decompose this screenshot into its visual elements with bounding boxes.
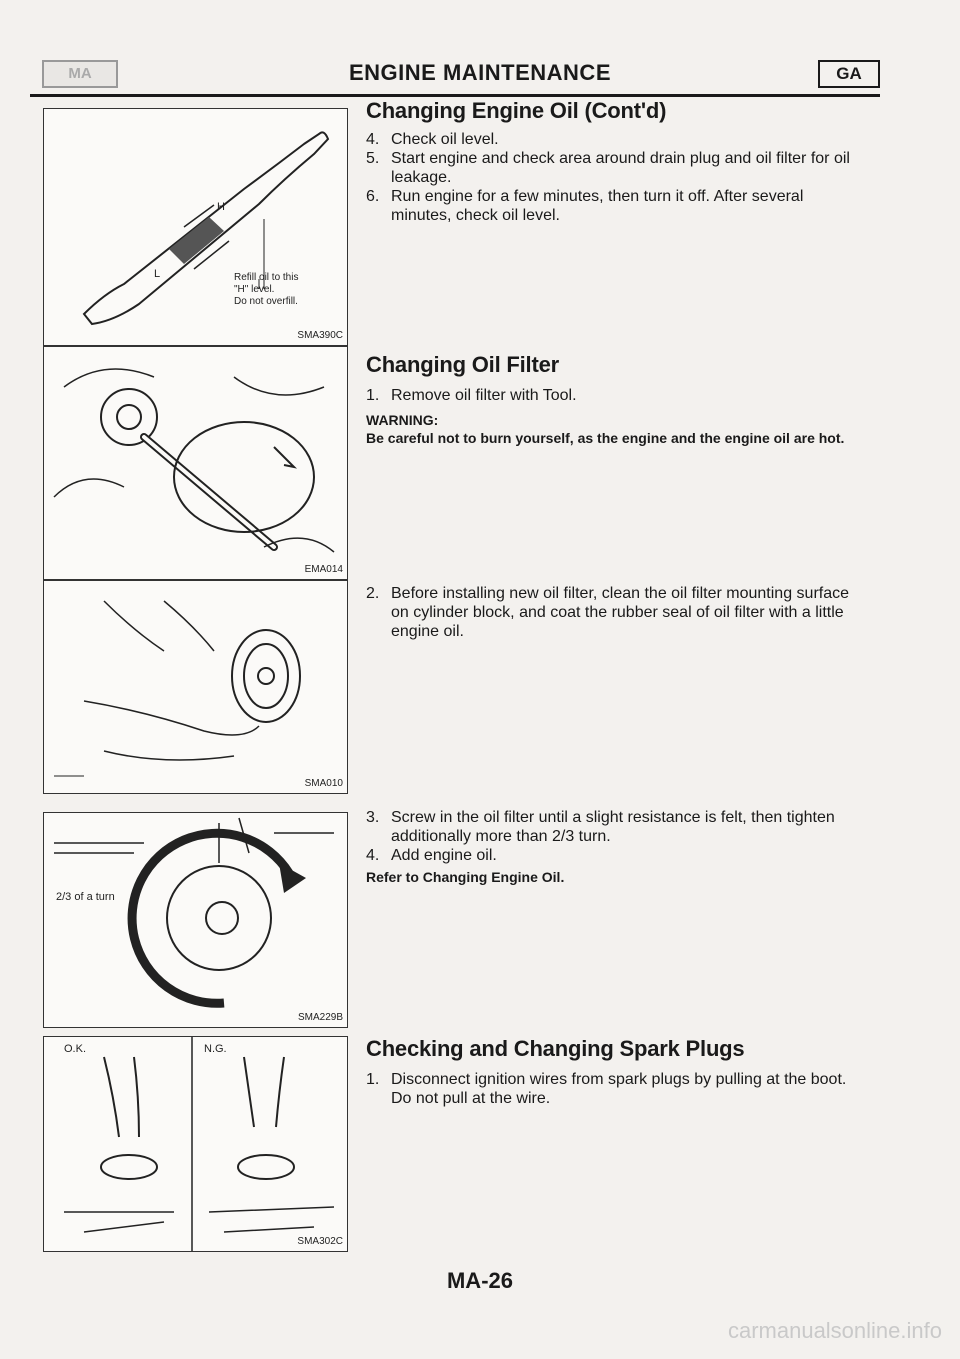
figure-note: Refill oil to this "H" level. Do not overfill. <box>234 272 299 307</box>
step-item: 2. Before installing new oil filter, clean the oil filter mounting surface on cylinder block, and coat the rubber seal of oil filter with a little engine oil. <box>366 585 850 640</box>
step-item: 1. Disconnect ignition wires from spark plugs by pulling at the boot. Do not pull at the wire. <box>366 1071 847 1107</box>
section-tighten-filter <box>366 808 866 885</box>
spark-plug-illustration <box>44 1037 347 1251</box>
svg-text:L: L <box>154 268 161 280</box>
step-item: 1. Remove oil filter with Tool. <box>366 387 577 404</box>
figure-code: SMA010 <box>304 778 343 789</box>
refer-note: Refer to Changing Engine Oil. <box>366 869 565 885</box>
step-item: 6. Run engine for a few minutes, then turn it off. After several minutes, check oil level. <box>366 188 804 224</box>
watermark: carmanualsonline.info <box>727 1318 942 1343</box>
turn-label: 2/3 of a turn <box>56 891 115 903</box>
section-spark-plugs <box>366 1036 866 1108</box>
section-tab-right: GA <box>818 60 880 88</box>
section-install-filter <box>366 584 866 641</box>
section-heading: Changing Oil Filter <box>366 352 559 377</box>
ng-label: N.G. <box>204 1043 227 1055</box>
section-changing-engine-oil <box>366 98 866 225</box>
filter-wrench-illustration <box>44 347 347 579</box>
step-item: 4. Check oil level. <box>366 131 499 148</box>
page-header-title: ENGINE MAINTENANCE <box>348 60 611 85</box>
section-tab-left: MA <box>42 60 118 88</box>
ok-label: O.K. <box>64 1043 87 1055</box>
filter-seal-illustration <box>44 581 347 793</box>
svg-text:H: H <box>217 201 225 213</box>
figure-code: EMA014 <box>304 564 343 575</box>
step-item: 4. Add engine oil. <box>366 847 497 864</box>
figure-filter-removal <box>43 346 348 580</box>
warning-label: WARNING: <box>366 412 439 428</box>
figure-dipstick <box>43 108 348 346</box>
step-item: 3. Screw in the oil filter until a slight resistance is felt, then tighten additionally more than 2/3 turn. <box>366 809 835 845</box>
step-item: 5. Start engine and check area around drain plug and oil filter for oil leakage. <box>366 150 850 186</box>
warning-text: Be careful not to burn yourself, as the engine and the engine oil are hot. <box>366 430 845 446</box>
turn-diagram-illustration <box>44 813 347 1027</box>
section-heading: Changing Engine Oil (Cont'd) <box>366 98 667 123</box>
figure-code: SMA390C <box>297 330 343 341</box>
section-changing-oil-filter <box>366 352 866 447</box>
figure-code: SMA229B <box>297 1012 343 1023</box>
figure-spark-plug-boot <box>43 1036 348 1252</box>
page-number: MA-26 <box>446 1268 513 1293</box>
section-heading: Checking and Changing Spark Plugs <box>366 1036 745 1061</box>
figure-code: SMA302C <box>297 1236 343 1247</box>
header-rule <box>30 94 880 97</box>
figure-two-thirds-turn <box>43 812 348 1028</box>
dipstick-illustration <box>44 109 347 345</box>
figure-new-filter <box>43 580 348 794</box>
